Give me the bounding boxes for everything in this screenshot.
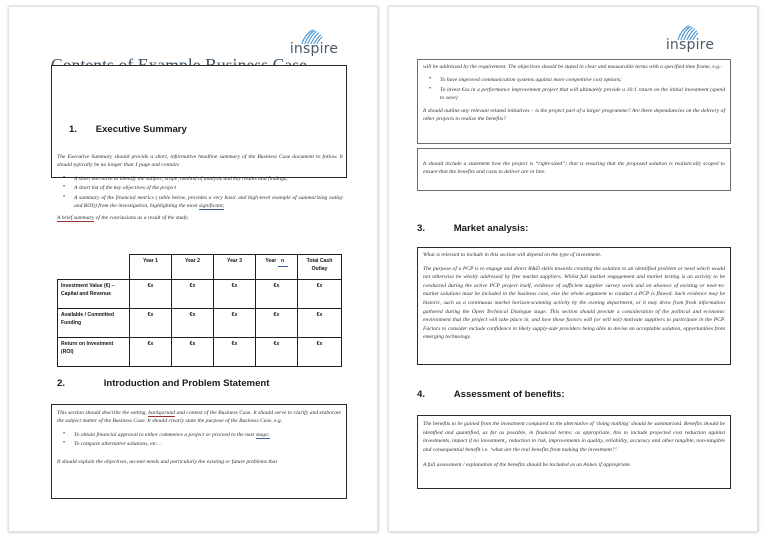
- cell-value: €x: [298, 280, 342, 309]
- section-heading-4: [417, 389, 565, 400]
- list-item: • To compare alternative solutions, etc…: [74, 440, 341, 448]
- objectives-bullet-list: [423, 76, 725, 102]
- intro-closing-paragraph: It should explain the objectives, un-met needs and particularly the existing or future problems that: [57, 458, 278, 465]
- section-heading-1: [69, 124, 187, 135]
- executive-summary-body: [57, 153, 343, 223]
- list-item: • To invest €xx in a performance improvement project that will ultimately provide a 10:1 return on the initial investment (spend to save): [440, 86, 725, 103]
- cell-value: €x: [298, 338, 342, 367]
- spellcheck-underline-significant: significant;: [198, 203, 225, 210]
- document-page-1: [8, 6, 378, 532]
- market-analysis-lead: What is relevant to include in this section will depend on the type of investment.: [423, 252, 602, 258]
- cell-value: €x: [172, 338, 214, 367]
- benefits-body: [423, 420, 725, 470]
- cell-value: €x: [256, 309, 298, 338]
- benefits-annex-note: A full assessment / explanation of the benefits should be included as an Annex if appropriate.: [423, 462, 632, 469]
- objectives-related-initiatives: It should outline any relevant related initiatives – is the project part of a larger programme? Are there dependancies on the delivery of other projects to realise the benefits?: [423, 107, 725, 123]
- market-analysis-paragraph: The purpose of a PCP is to engage and direct R&D skills towards creating the solution to an identified problem or need which would not otherwise be wholly addressed by free market suppliers. Whilst full market engagement and market testing is an activity to be conducted during the active PCP project itself, evidence of sufficient supplier survey work and an absence of existing or near-to-market solutions must be included in the business case, else the whole argument to conduct a PCP is flawed. Such evidence may be historic, such as a continuous market horizon-scanning activity by the owning department, or it may draw from fresh information gathered during the Open Technical Dialogue stage. This section should provide a consideration of the political and economic environment that the project will take place in, and how those factors will (or will not) motivate suppliers to participate in the PCP. Factors to consider include confidence in likely supply-side providers being able to devise an acceptable solution, opportunities from emerging technology.: [423, 265, 725, 341]
- list-item: • A short narrative to identify the subject, scope, method of analysis and key results and findings;: [74, 175, 343, 183]
- document-page-2: [388, 6, 758, 532]
- cell-value: €x: [214, 280, 256, 309]
- market-analysis-body: [423, 251, 725, 342]
- exec-intro-paragraph: The Executive Summary should provide a short, informative headline summary of the Business Case document to follow. It should typically be no longer than 1 page and contain:: [57, 154, 343, 169]
- cell-value: €x: [214, 338, 256, 367]
- section-heading-2: [57, 378, 269, 389]
- list-item: • A summary of the financial metrics ( table below, provides a very basic and high-level example of summarizing outlay and ROI)) from the investigation, highlighting the most significant;: [74, 194, 343, 211]
- row-label-available-funding: Available / Committed Funding: [58, 309, 130, 338]
- column-header-year-1: Year 1: [130, 255, 172, 280]
- cell-value: €x: [214, 309, 256, 338]
- cell-value: €x: [130, 338, 172, 367]
- introduction-body: [57, 409, 341, 466]
- column-header-year-3: Year 3: [214, 255, 256, 280]
- inspire-wordmark: inspire: [289, 41, 339, 57]
- list-item: • To obtain financial approval to either commence a project or proceed to the next stage;: [74, 431, 341, 439]
- section-title-3: Market analysis:: [453, 223, 529, 234]
- list-item: • To have improved communication systems against more competitive cost options;: [440, 76, 725, 84]
- table-corner-cell: [58, 255, 130, 280]
- cell-value: €x: [130, 280, 172, 309]
- cell-value: €x: [256, 338, 298, 367]
- section-number-2: 2.: [57, 378, 66, 389]
- spellcheck-underline-stage: stage;: [255, 431, 270, 438]
- section-title-1: Executive Summary: [95, 124, 187, 135]
- table-row: [58, 280, 342, 309]
- year-n-blank: n: [278, 258, 288, 267]
- column-header-year-n: Year n: [256, 255, 298, 280]
- column-header-total-cash-outlay: Total Cash Outlay: [298, 255, 342, 280]
- right-sized-body: [423, 160, 725, 177]
- section-number-4: 4.: [417, 389, 426, 400]
- list-item: • A short list of the key objectives of the project: [74, 184, 343, 192]
- exec-bullet-list: [57, 175, 343, 211]
- section-number-3: 3.: [417, 223, 426, 234]
- cell-value: €x: [298, 309, 342, 338]
- objectives-intro: will be addressed by the requirement. The objectives should be stated in clear and measurable terms with a specified time frame, e.g.:: [423, 64, 723, 70]
- benefits-paragraph: The benefits to be gained from the investment compared to the alternative of ‘doing nothing’ should be summarised. Benefits should be identfied and quantified, as far as possible, in financial terms: as appropriate, this to include projected cost reduction against investments, impact if no investment,, reduction in risk, improvements in quality, reliability, accuracy and other tangible, non-tangible and consequential benefit i.e. ‘what are the real benefits from making the investment?’: [423, 421, 725, 453]
- section-heading-3: [417, 223, 528, 234]
- section-number-1: 1.: [69, 124, 78, 135]
- cell-value: €x: [256, 280, 298, 309]
- inspire-wordmark: inspire: [665, 37, 715, 53]
- section-title-4: Assessment of benefits:: [453, 389, 565, 400]
- right-sized-paragraph: It should include a statement how the project is “right-sized”; that is ensuring that the proposed solution is realistically scoped to ensure that the benefits and costs to deliver are in line.: [423, 161, 725, 176]
- table-row: [58, 338, 342, 367]
- financial-metrics-table: [57, 254, 342, 367]
- table-header-row: [58, 255, 342, 280]
- section-title-2: Introduction and Problem Statement: [103, 378, 270, 389]
- column-header-year-2: Year 2: [172, 255, 214, 280]
- row-label-return-on-investment: Return on Investment (ROI): [58, 338, 130, 367]
- spellcheck-underline-brief-summary: A brief summary: [57, 215, 95, 222]
- cell-value: €x: [130, 309, 172, 338]
- table-row: [58, 309, 342, 338]
- intro-paragraph: This section should describe the setting, backgorund and context of the Business Case. It should serve to clarify and elaborate the subject matter of the Business Case. It should clearly state the purpose of the Business Case, e.g.: [57, 410, 341, 425]
- exec-closing-paragraph: A brief summary of the conclusions as a result of the study.: [57, 215, 189, 222]
- intro-bullet-list: [57, 431, 341, 449]
- cell-value: €x: [172, 280, 214, 309]
- row-label-investment-value: Investment Value (€) – Capital and Revenue: [58, 280, 130, 309]
- inspire-logo: [661, 25, 719, 59]
- spellcheck-underline-background: backgorund: [148, 410, 176, 416]
- cell-value: €x: [172, 309, 214, 338]
- objectives-body: [423, 63, 725, 123]
